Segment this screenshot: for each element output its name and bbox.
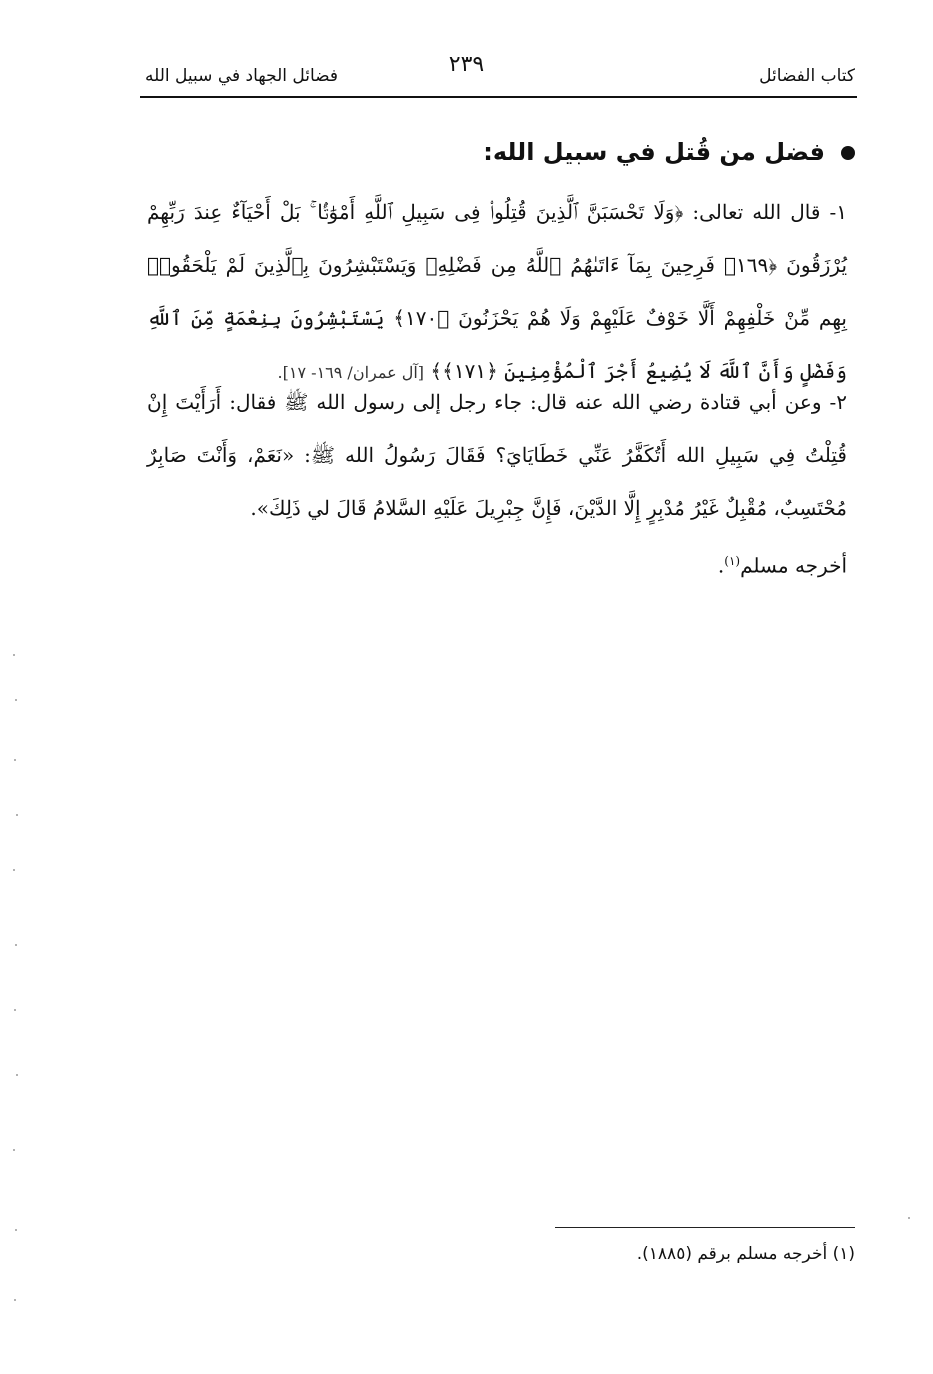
item-1-label: ١- قال الله تعالى: bbox=[692, 200, 847, 224]
ayah-marker-171: ﴿١٧١﴾﴾ bbox=[430, 359, 498, 383]
hadith-source: أخرجه مسلم bbox=[740, 553, 847, 578]
ayah-marker-169: ﴿١٦٩﴾ bbox=[723, 253, 778, 277]
item-2-intro: ٢- وعن أبي قتادة رضي الله عنه قال: جاء رجل إلى رسول الله ﷺ فقال: bbox=[229, 390, 848, 414]
section-heading-text: فضل من قُتل في سبيل الله: bbox=[483, 138, 825, 166]
running-head-book-title: كتاب الفضائل bbox=[759, 66, 855, 86]
quran-reference: [آل عمران/ ١٦٩- ١٧]. bbox=[277, 363, 425, 382]
footnote-text: (١) أخرجه مسلم برقم (١٨٨٥). bbox=[636, 1244, 855, 1264]
verse-171-text: يَسْتَبْشِرُونَ بِنِعْمَةٍ مِّنَ ٱللَّهِ وَفَضْلٍ وَأَنَّ ٱللَّهَ لَا يُضِيعُ أَجْرَ ٱلْمُؤْمِنِينَ bbox=[147, 306, 847, 383]
hadith-source-end: . bbox=[717, 553, 725, 578]
hadith-text: أَرَأَيْتَ إِنْ قُتِلْتُ فِي سَبِيلِ الله أَتُكَفَّرُ عَنِّي خَطَايَايَ؟ فَقَالَ رَسُولُ الله ﷺ: «نَعَمْ، وَأَنْتَ صَابِرٌ مُحْتَسِبٌ، مُقْبِلٌ غَيْرُ مُدْبِرٍ إِلَّا الدَّيْنَ، فَإِنَّ جِبْرِيلَ عَلَيْهِ السَّلامُ قَالَ لي ذَلِكَ». bbox=[147, 390, 847, 520]
page-number: ٢٣٩ bbox=[448, 52, 485, 77]
running-head-chapter-title: فضائل الجهاد في سبيل الله bbox=[145, 66, 339, 86]
footnote-marker: (١) bbox=[724, 554, 741, 568]
verse-169-text: ﴿وَلَا تَحْسَبَنَّ ٱلَّذِينَ قُتِلُوا۟ فِى سَبِيلِ ٱللَّهِ أَمْوَٰتًۢا ۚ بَلْ أَحْيَآءٌ عِندَ رَبِّهِمْ يُرْزَقُونَ bbox=[147, 200, 848, 277]
verse-170-text: فَرِحِينَ بِمَآ ءَاتَىٰهُمُ ٱللَّهُ مِن فَضْلِهِۦ وَيَسْتَبْشِرُونَ بِٱلَّذِينَ لَمْ يَلْحَقُوا۟ بِهِم مِّنْ خَلْفِهِمْ أَلَّا خَوْفٌ عَلَيْهِمْ وَلَا هُمْ يَحْزَنُونَ bbox=[147, 253, 847, 330]
ayah-marker-170: ﴿١٧٠﴾ bbox=[393, 306, 450, 330]
